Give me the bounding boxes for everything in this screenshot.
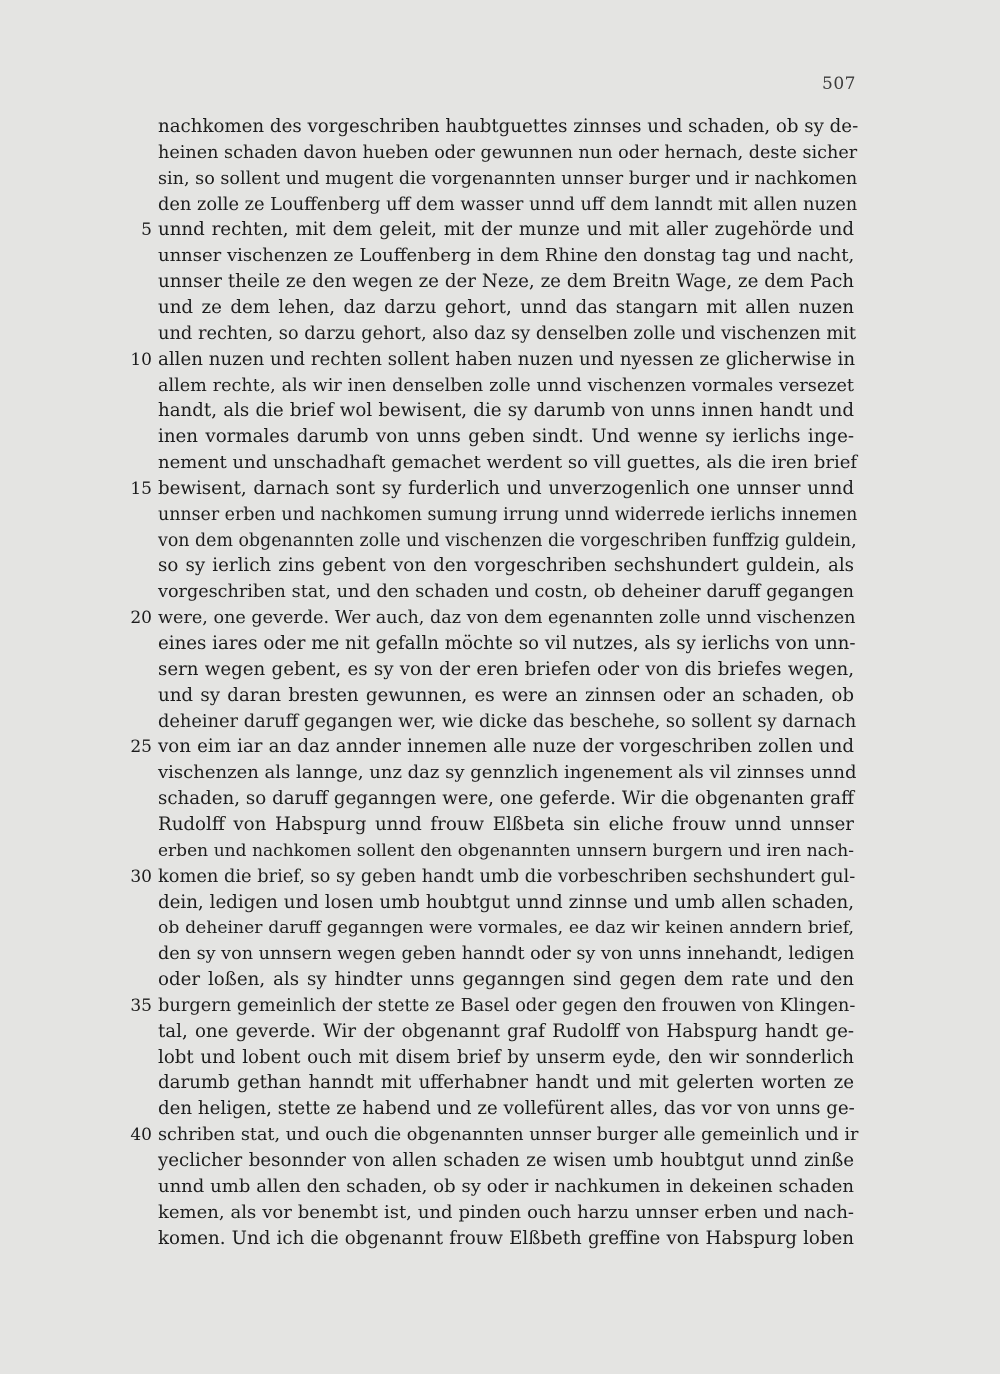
line-number: 30: [130, 866, 152, 887]
line-number: 25: [130, 737, 152, 758]
text-line: heinen schaden davon hueben oder gewunnen nun oder hernach, deste sicher: [158, 142, 858, 163]
text-line: unnd umb allen den schaden, ob sy oder ir nachkumen in dekeinen schaden: [158, 1175, 854, 1197]
text-line: Rudolff von Habspurg unnd frouw Elßbeta sin eliche frouw unnd unnser: [158, 813, 854, 835]
text-line: inen vormales darumb von unns geben sindt. Und wenne sy ierlichs inge-: [158, 426, 854, 448]
text-line: erben und nachkomen sollent den obgenannten unnsern burgern und iren nach-: [158, 840, 854, 861]
text-line: vorgeschriben stat, und den schaden und costn, ob deheiner daruff gegangen: [158, 582, 854, 603]
text-line: unnser theile ze den wegen ze der Neze, ze dem Breitn Wage, ze dem Pach: [158, 271, 854, 293]
text-line: von eim iar an daz annder innemen alle nuze der vorgeschriben zollen und: [158, 736, 854, 758]
text-line: yeclicher besonnder von allen schaden ze wisen umb houbtgut unnd zinße: [158, 1150, 854, 1171]
text-line: und sy daran bresten gewunnen, es were an zinnsen oder an schaden, ob: [158, 684, 854, 706]
text-line: unnser erben und nachkomen sumung irrung unnd widerrede ierlichs innemen: [158, 504, 858, 525]
text-line: nachkomen des vorgeschriben haubtguettes zinnses und schaden, ob sy de-: [158, 116, 859, 137]
text-line: schaden, so daruff geganngen were, one geferde. Wir die obgenanten graff: [158, 788, 854, 810]
text-line: eines iares oder me nit gefalln möchte so vil nutzes, als sy ierlichs von unn-: [158, 633, 856, 654]
line-number: 40: [130, 1125, 152, 1146]
text-line: were, one geverde. Wer auch, daz von dem egenannten zolle unnd vischenzen: [158, 608, 856, 629]
text-line: komen die brief, so sy geben handt umb die vorbeschriben sechshundert gul-: [158, 865, 856, 887]
text-line: burgern gemeinlich der stette ze Basel oder gegen den frouwen von Klingen-: [158, 994, 856, 1016]
text-line: unnd rechten, mit dem geleit, mit der munze und mit aller zugehörde und: [158, 219, 854, 241]
text-line: lobt und lobent ouch mit disem brief by unserm eyde, den wir sonnderlich: [158, 1046, 854, 1068]
text-line: allem rechte, als wir inen denselben zolle unnd vischenzen vormales versezet: [158, 375, 854, 396]
text-line: bewisent, darnach sont sy furderlich und unverzogenlich one unnser unnd: [158, 477, 854, 499]
text-line: kemen, als vor benembt ist, und pinden ouch harzu unnser erben und nach-: [158, 1201, 854, 1223]
text-line: deheiner daruff gegangen wer, wie dicke das beschehe, so sollent sy darnach: [158, 710, 857, 732]
text-line: vischenzen als lannge, unz daz sy gennzlich ingenement als vil zinnses unnd: [158, 762, 857, 784]
line-number: 35: [130, 995, 152, 1016]
text-line: handt, als die brief wol bewisent, die sy darumb von unns innen handt und: [158, 400, 854, 422]
page-number: 507: [822, 74, 856, 94]
text-line: und ze dem lehen, daz darzu gehort, unnd das stangarn mit allen nuzen: [158, 296, 854, 318]
text-line: von dem obgenannten zolle und vischenzen die vorgeschriben funffzig guldein,: [158, 530, 857, 551]
text-line: komen. Und ich die obgenannt frouw Elßbeth greffine von Habspurg loben: [158, 1227, 854, 1249]
text-line: und rechten, so darzu gehort, also daz sy denselben zolle und vischenzen mit: [158, 322, 857, 344]
text-line: den sy von unnsern wegen geben hanndt oder sy von unns innehandt, ledigen: [158, 944, 855, 965]
text-line: tal, one geverde. Wir der obgenannt graf Rudolff von Habspurg handt ge-: [158, 1020, 854, 1042]
text-line: sern wegen gebent, es sy von der eren briefen oder von dis briefes wegen,: [158, 658, 854, 680]
text-line: unnser vischenzen ze Louffenberg in dem Rhine den donstag tag und nacht,: [158, 245, 855, 267]
line-number: 10: [130, 349, 152, 370]
text-line: dein, ledigen und losen umb houbtgut unnd zinnse und umb allen schaden,: [158, 891, 854, 913]
line-number: 20: [130, 608, 152, 629]
text-line: den heligen, stette ze habend und ze vollefürent alles, das vor von unns ge-: [158, 1098, 855, 1120]
text-line: ob deheiner daruff geganngen were vormales, ee daz wir keinen anndern brief,: [158, 918, 854, 939]
text-line: allen nuzen und rechten sollent haben nuzen und nyessen ze glicherwise in: [158, 348, 856, 370]
text-line: schriben stat, und ouch die obgenannten unnser burger alle gemeinlich und ir: [158, 1125, 859, 1146]
text-line: darumb gethan hanndt mit ufferhabner handt und mit gelerten worten ze: [158, 1072, 854, 1094]
line-number: 15: [130, 478, 152, 499]
text-line: den zolle ze Louffenberg uff dem wasser unnd uff dem lanndt mit allen nuzen: [158, 193, 858, 215]
line-number: 5: [141, 220, 152, 241]
text-line: so sy ierlich zins gebent von den vorgeschriben sechshundert guldein, als: [158, 555, 854, 577]
text-line: nement und unschadhaft gemachet werdent so vill guettes, als die iren brief: [158, 452, 858, 474]
text-line: oder loßen, als sy hindter unns geganngen sind gegen dem rate und den: [158, 969, 854, 991]
text-line: sin, so sollent und mugent die vorgenannten unnser burger und ir nachkomen: [158, 168, 858, 189]
